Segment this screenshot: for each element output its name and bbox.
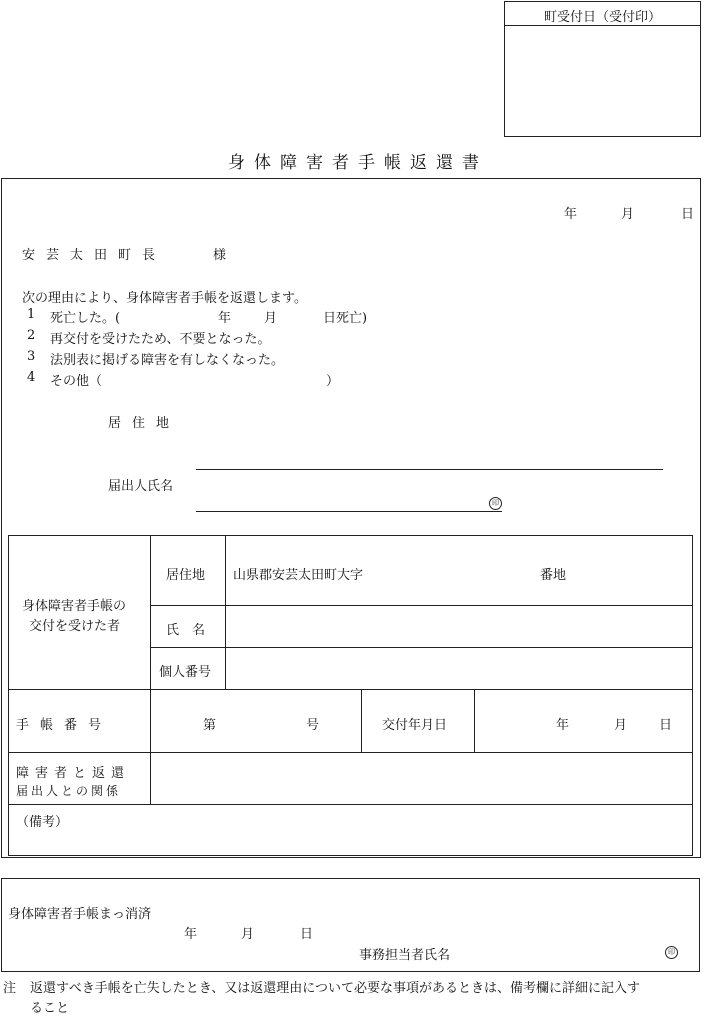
note-line2: ること xyxy=(30,1001,70,1016)
table-vline-2 xyxy=(225,535,226,690)
reason-3-number: 3 xyxy=(27,349,36,364)
holder-label-line1: 身体障害者手帳の xyxy=(22,599,127,614)
table-remarks-label: （備考） xyxy=(16,815,69,830)
applicant-residence-label: 居住地 xyxy=(108,416,181,431)
table-personal-number-label: 個人番号 xyxy=(159,665,212,680)
table-vline-4 xyxy=(474,689,475,753)
reason-1-number: 1 xyxy=(27,307,36,322)
table-booklet-number-label: 手帳番号 xyxy=(16,718,113,733)
office-seal-icon: 印 xyxy=(665,946,678,959)
reason-3-text: 法別表に掲げる障害を有しなくなった。 xyxy=(50,353,285,368)
reason-2-text: 再交付を受けたため、不要となった。 xyxy=(50,332,271,347)
table-issue-day: 日 xyxy=(659,718,673,733)
table-hline-4 xyxy=(8,752,693,753)
reason-4-text: その他（ xyxy=(50,374,103,389)
holder-table xyxy=(8,535,693,856)
reason-1-day: 日死亡) xyxy=(323,311,368,326)
table-hline-5 xyxy=(8,804,693,805)
table-vline-3 xyxy=(361,689,362,753)
applicant-residence-line xyxy=(196,469,663,470)
table-booklet-number-suffix: 号 xyxy=(306,718,320,733)
table-residence-prefix: 山県郡安芸太田町大字 xyxy=(233,568,364,583)
stamp-box-label: 町受付日（受付印） xyxy=(543,10,661,25)
table-hline-3 xyxy=(8,689,693,690)
date-month: 月 xyxy=(621,207,635,222)
holder-label-line2: 交付を受けた者 xyxy=(29,619,121,634)
applicant-seal-icon: 印 xyxy=(489,497,502,510)
note-label: 注 xyxy=(3,981,17,996)
date-year: 年 xyxy=(564,207,578,222)
office-use-box xyxy=(1,878,700,972)
table-hline-1 xyxy=(150,605,693,606)
office-cancel-label: 身体障害者手帳まっ消済 xyxy=(8,907,152,922)
addressee-suffix: 様 xyxy=(213,248,227,263)
table-issue-year: 年 xyxy=(556,718,570,733)
table-relation-line2: 届出人との関係 xyxy=(16,784,122,798)
table-residence-label: 居住地 xyxy=(166,568,206,583)
table-hline-2 xyxy=(150,647,693,648)
reason-1-month: 月 xyxy=(264,311,278,326)
form-title: 身体障害者手帳返還書 xyxy=(228,153,488,173)
table-issue-date-label: 交付年月日 xyxy=(382,718,448,733)
office-day: 日 xyxy=(300,927,314,942)
table-booklet-number-prefix: 第 xyxy=(203,718,217,733)
addressee: 安芸太田町長 xyxy=(22,248,167,263)
reason-1-text: 死亡した。( xyxy=(50,311,121,326)
reason-4-close: ） xyxy=(326,374,340,389)
table-name-label: 氏 名 xyxy=(166,623,206,638)
reason-2-number: 2 xyxy=(27,328,36,343)
office-month: 月 xyxy=(241,927,255,942)
table-relation-line1: 障害者と返還 xyxy=(16,766,131,781)
applicant-name-line xyxy=(196,511,502,512)
table-issue-month: 月 xyxy=(614,718,628,733)
table-residence-suffix: 番地 xyxy=(540,568,567,583)
stamp-box-divider xyxy=(504,25,701,26)
table-vline-1 xyxy=(150,535,151,805)
intro-text: 次の理由により、身体障害者手帳を返還します。 xyxy=(22,291,307,306)
applicant-name-label: 届出人氏名 xyxy=(108,479,174,494)
reason-4-number: 4 xyxy=(27,370,36,385)
office-staff-label: 事務担当者氏名 xyxy=(359,948,451,963)
reason-1-year: 年 xyxy=(218,311,232,326)
date-day: 日 xyxy=(681,207,695,222)
note-line1: 返還すべき手帳を亡失したとき、又は返還理由について必要な事項があるときは、備考欄に詳細に記入す xyxy=(30,981,640,996)
office-year: 年 xyxy=(184,927,198,942)
